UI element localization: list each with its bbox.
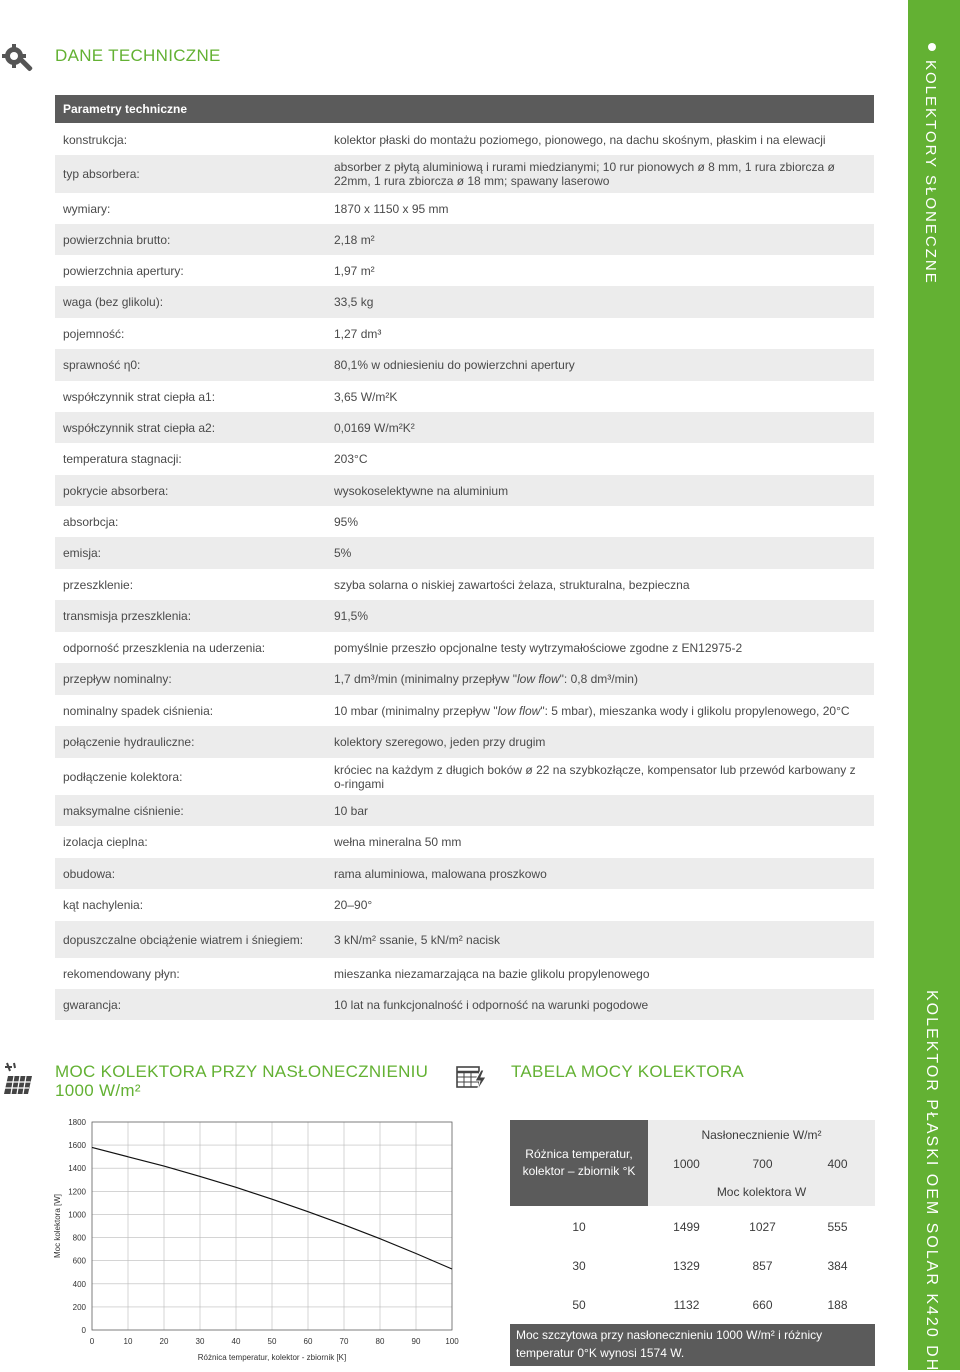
table-row xyxy=(55,124,874,155)
table-row xyxy=(55,889,874,921)
y-axis-label: Moc kolektora [W] xyxy=(53,1193,62,1259)
spec-value: wysokoselektywne na aluminium xyxy=(334,483,509,498)
table-row xyxy=(55,758,874,795)
table-cell: 1329 xyxy=(673,1258,700,1273)
spec-label: nominalny spadek ciśnienia: xyxy=(63,703,214,718)
y-tick-label: 1400 xyxy=(68,1164,86,1174)
table-row xyxy=(55,858,874,889)
y-tick-label: 400 xyxy=(72,1279,86,1289)
table-row xyxy=(55,443,874,475)
spec-label: konstrukcja: xyxy=(63,132,128,147)
power-table-title: TABELA MOCY KOLEKTORA xyxy=(511,1062,745,1081)
spec-value: 1,97 m² xyxy=(334,263,375,278)
sidebar-top-label: KOLEKTORY SŁONECZNE xyxy=(922,60,939,285)
table-row xyxy=(55,155,874,193)
x-tick-label: 20 xyxy=(159,1337,169,1346)
x-tick-label: 60 xyxy=(303,1337,313,1346)
spec-label: podłączenie kolektora: xyxy=(63,769,183,784)
table-cell-dt: 30 xyxy=(572,1258,586,1273)
table-row xyxy=(55,506,874,537)
spec-label: izolacja cieplna: xyxy=(63,835,148,849)
table-row xyxy=(55,349,874,381)
spec-value: mieszanka niezamarzająca na bazie glikolu propylenowego xyxy=(334,966,650,981)
spec-value: 91,5% xyxy=(334,609,369,623)
spec-label: waga (bez glikolu): xyxy=(63,295,164,309)
chart-title-line2: 1000 W/m² xyxy=(55,1081,141,1100)
table-cell: 1132 xyxy=(673,1297,700,1312)
table-cell: 555 xyxy=(827,1219,848,1234)
table-row xyxy=(55,193,874,224)
x-tick-label: 40 xyxy=(231,1337,241,1346)
power-table-footnote: Moc szczytowa przy nasłonecznieniu 1000 W/m² i różnicy temperatur 0°K wynosi 1574 W. xyxy=(510,1324,875,1366)
x-tick-label: 90 xyxy=(411,1337,421,1346)
table-cell: 857 xyxy=(752,1258,773,1273)
spec-label: odporność przeszklenia na uderzenia: xyxy=(63,640,266,655)
spec-value: 3 kN/m² ssanie, 5 kN/m² nacisk xyxy=(334,932,501,947)
table-row xyxy=(55,224,874,255)
table-row xyxy=(55,286,874,318)
spec-label: gwarancja: xyxy=(63,997,122,1012)
y-tick-label: 1800 xyxy=(68,1118,86,1127)
y-tick-label: 1200 xyxy=(68,1187,86,1197)
spec-label: kąt nachylenia: xyxy=(63,898,144,912)
table-row xyxy=(55,632,874,663)
spec-value: kolektor płaski do montażu poziomego, pionowego, na dachu skośnym, płaskim i na elewacji xyxy=(334,132,826,147)
chart-title xyxy=(55,1062,428,1100)
table-cell-dt: 50 xyxy=(572,1297,586,1312)
chart-title-line1: MOC KOLEKTORA PRZY NASŁONECZNIENIU xyxy=(55,1062,429,1081)
spec-value: 2,18 m² xyxy=(334,232,375,247)
spec-label: współczynnik strat ciepła a1: xyxy=(63,389,216,404)
solar-panel-icon xyxy=(2,1062,34,1096)
x-tick-label: 50 xyxy=(267,1337,277,1346)
table-cell: 384 xyxy=(827,1258,848,1273)
spec-label: maksymalne ciśnienie: xyxy=(63,803,184,818)
spec-value: króciec na każdym z długich boków ø 22 na szybkozłącze, kompensator lub przewód karbowany z o-ringami xyxy=(334,762,856,791)
y-tick-label: 800 xyxy=(72,1233,86,1243)
table-row xyxy=(55,569,874,600)
table-row xyxy=(55,795,874,826)
sidebar xyxy=(908,0,960,1370)
y-tick-label: 200 xyxy=(72,1302,86,1312)
table-cell: 1027 xyxy=(749,1219,776,1234)
table-cell-dt: 10 xyxy=(572,1219,586,1234)
table-row xyxy=(55,826,874,858)
table-lightning-icon xyxy=(455,1064,489,1092)
spec-label: pojemność: xyxy=(63,326,125,341)
spec-label: transmisja przeszklenia: xyxy=(63,609,192,623)
spec-value: rama aluminiowa, malowana proszkowo xyxy=(334,866,547,881)
table-row xyxy=(55,381,874,412)
spec-value: 1870 x 1150 x 95 mm xyxy=(334,201,449,216)
power-header: Moc kolektora W xyxy=(648,1178,875,1206)
x-tick-label: 10 xyxy=(123,1337,133,1346)
table-row xyxy=(55,255,874,286)
spec-label: pokrycie absorbera: xyxy=(63,483,169,498)
spec-label: powierzchnia brutto: xyxy=(63,232,171,247)
table-row xyxy=(55,318,874,349)
spec-value: 1,7 dm³/min (minimalny przepływ " low flow ": 0,8 dm³/min) xyxy=(334,672,638,686)
table-row xyxy=(55,475,874,506)
spec-value: wełna mineralna 50 mm xyxy=(334,835,462,849)
y-tick-label: 0 xyxy=(81,1326,86,1335)
x-tick-label: 100 xyxy=(445,1337,459,1346)
spec-value: absorber z płytą aluminiową i rurami miedzianymi; 10 rur pionowych ø 8 mm, 1 rura zbiorcza ø 22mm, 1 rura zbiorcza ø 18 mm; spawany laserowo xyxy=(334,160,835,188)
x-tick-label: 70 xyxy=(339,1337,349,1346)
sidebar-bottom-label: KOLEKTOR PŁASKI OEM SOLAR K420 DH xyxy=(923,990,940,1372)
spec-value: 0,0169 W/m²K² xyxy=(334,420,415,435)
table-row xyxy=(55,663,874,695)
table-row xyxy=(55,726,874,758)
table-row xyxy=(55,537,874,569)
table-cell: 660 xyxy=(752,1297,773,1312)
irradiance-value: 1000 xyxy=(648,1149,725,1178)
irradiance-value: 700 xyxy=(725,1149,800,1178)
x-tick-label: 0 xyxy=(89,1337,95,1346)
spec-label: połączenie hydrauliczne: xyxy=(63,735,195,749)
spec-value: szyba solarna o niskiej zawartości żelaza, strukturalna, bezpieczna xyxy=(334,577,690,592)
spec-label: temperatura stagnacji: xyxy=(63,452,182,466)
spec-value: 10 bar xyxy=(334,803,369,818)
table-row xyxy=(55,412,874,443)
spec-label: współczynnik strat ciepła a2: xyxy=(63,420,216,435)
spec-value: 33,5 kg xyxy=(334,295,374,309)
spec-value: 3,65 W/m²K xyxy=(334,389,398,404)
bullet-dot xyxy=(928,43,936,51)
spec-value: 203°C xyxy=(334,452,368,466)
table-row-header: Różnica temperatur, kolektor – zbiornik °K xyxy=(510,1120,648,1206)
spec-value: 20–90° xyxy=(334,898,373,912)
spec-value: 10 lat na funkcjonalność i odporność na warunki pogodowe xyxy=(334,997,649,1012)
table-row xyxy=(55,921,874,958)
spec-value: kolektory szeregowo, jeden przy drugim xyxy=(334,735,546,749)
table-row xyxy=(55,958,874,989)
x-tick-label: 80 xyxy=(375,1337,385,1346)
spec-value: 10 mbar (minimalny przepływ " low flow ": 5 mbar), mieszanka wody i glikolu propylenowego, 20°C xyxy=(334,703,850,718)
spec-label: typ absorbera: xyxy=(63,167,140,181)
spec-label: przeszklenie: xyxy=(63,577,134,592)
power-chart xyxy=(48,1112,468,1362)
y-tick-label: 1600 xyxy=(68,1141,86,1151)
spec-value: 5% xyxy=(334,546,352,560)
table-cell: 1499 xyxy=(673,1219,700,1234)
table-row xyxy=(55,695,874,726)
spec-label: dopuszczalne obciążenie wiatrem i śniegiem: xyxy=(63,932,304,947)
spec-label: powierzchnia apertury: xyxy=(63,263,184,278)
spec-label: rekomendowany płyn: xyxy=(63,966,180,981)
spec-value: pomyślnie przeszło opcjonalne testy wytrzymałościowe zgodne z EN12975-2 xyxy=(334,640,743,655)
x-axis-label: Różnica temperatur, kolektor - zbiornik [K] xyxy=(197,1353,347,1362)
table-row xyxy=(55,989,874,1020)
section-title-technical-data: DANE TECHNICZNE xyxy=(55,46,221,65)
spec-label: sprawność η0: xyxy=(63,358,141,372)
table-cell: 188 xyxy=(827,1297,848,1312)
table-row xyxy=(55,600,874,632)
irradiance-value: 400 xyxy=(800,1149,875,1178)
irradiance-header: Nasłonecznienie W/m² xyxy=(648,1120,875,1149)
spec-label: emisja: xyxy=(63,546,102,560)
spec-label: absorbcja: xyxy=(63,514,119,529)
spec-label: wymiary: xyxy=(63,201,111,216)
settings-tools-icon xyxy=(2,42,36,76)
x-tick-label: 30 xyxy=(195,1337,205,1346)
spec-label: przepływ nominalny: xyxy=(63,672,172,686)
y-tick-label: 600 xyxy=(72,1256,86,1266)
spec-value: 95% xyxy=(334,514,359,529)
y-tick-label: 1000 xyxy=(68,1210,86,1220)
spec-value: 1,27 dm³ xyxy=(334,326,382,341)
spec-label: obudowa: xyxy=(63,866,116,881)
spec-table-header: Parametry techniczne xyxy=(55,95,874,123)
spec-value: 80,1% w odniesieniu do powierzchni apertury xyxy=(334,358,575,372)
